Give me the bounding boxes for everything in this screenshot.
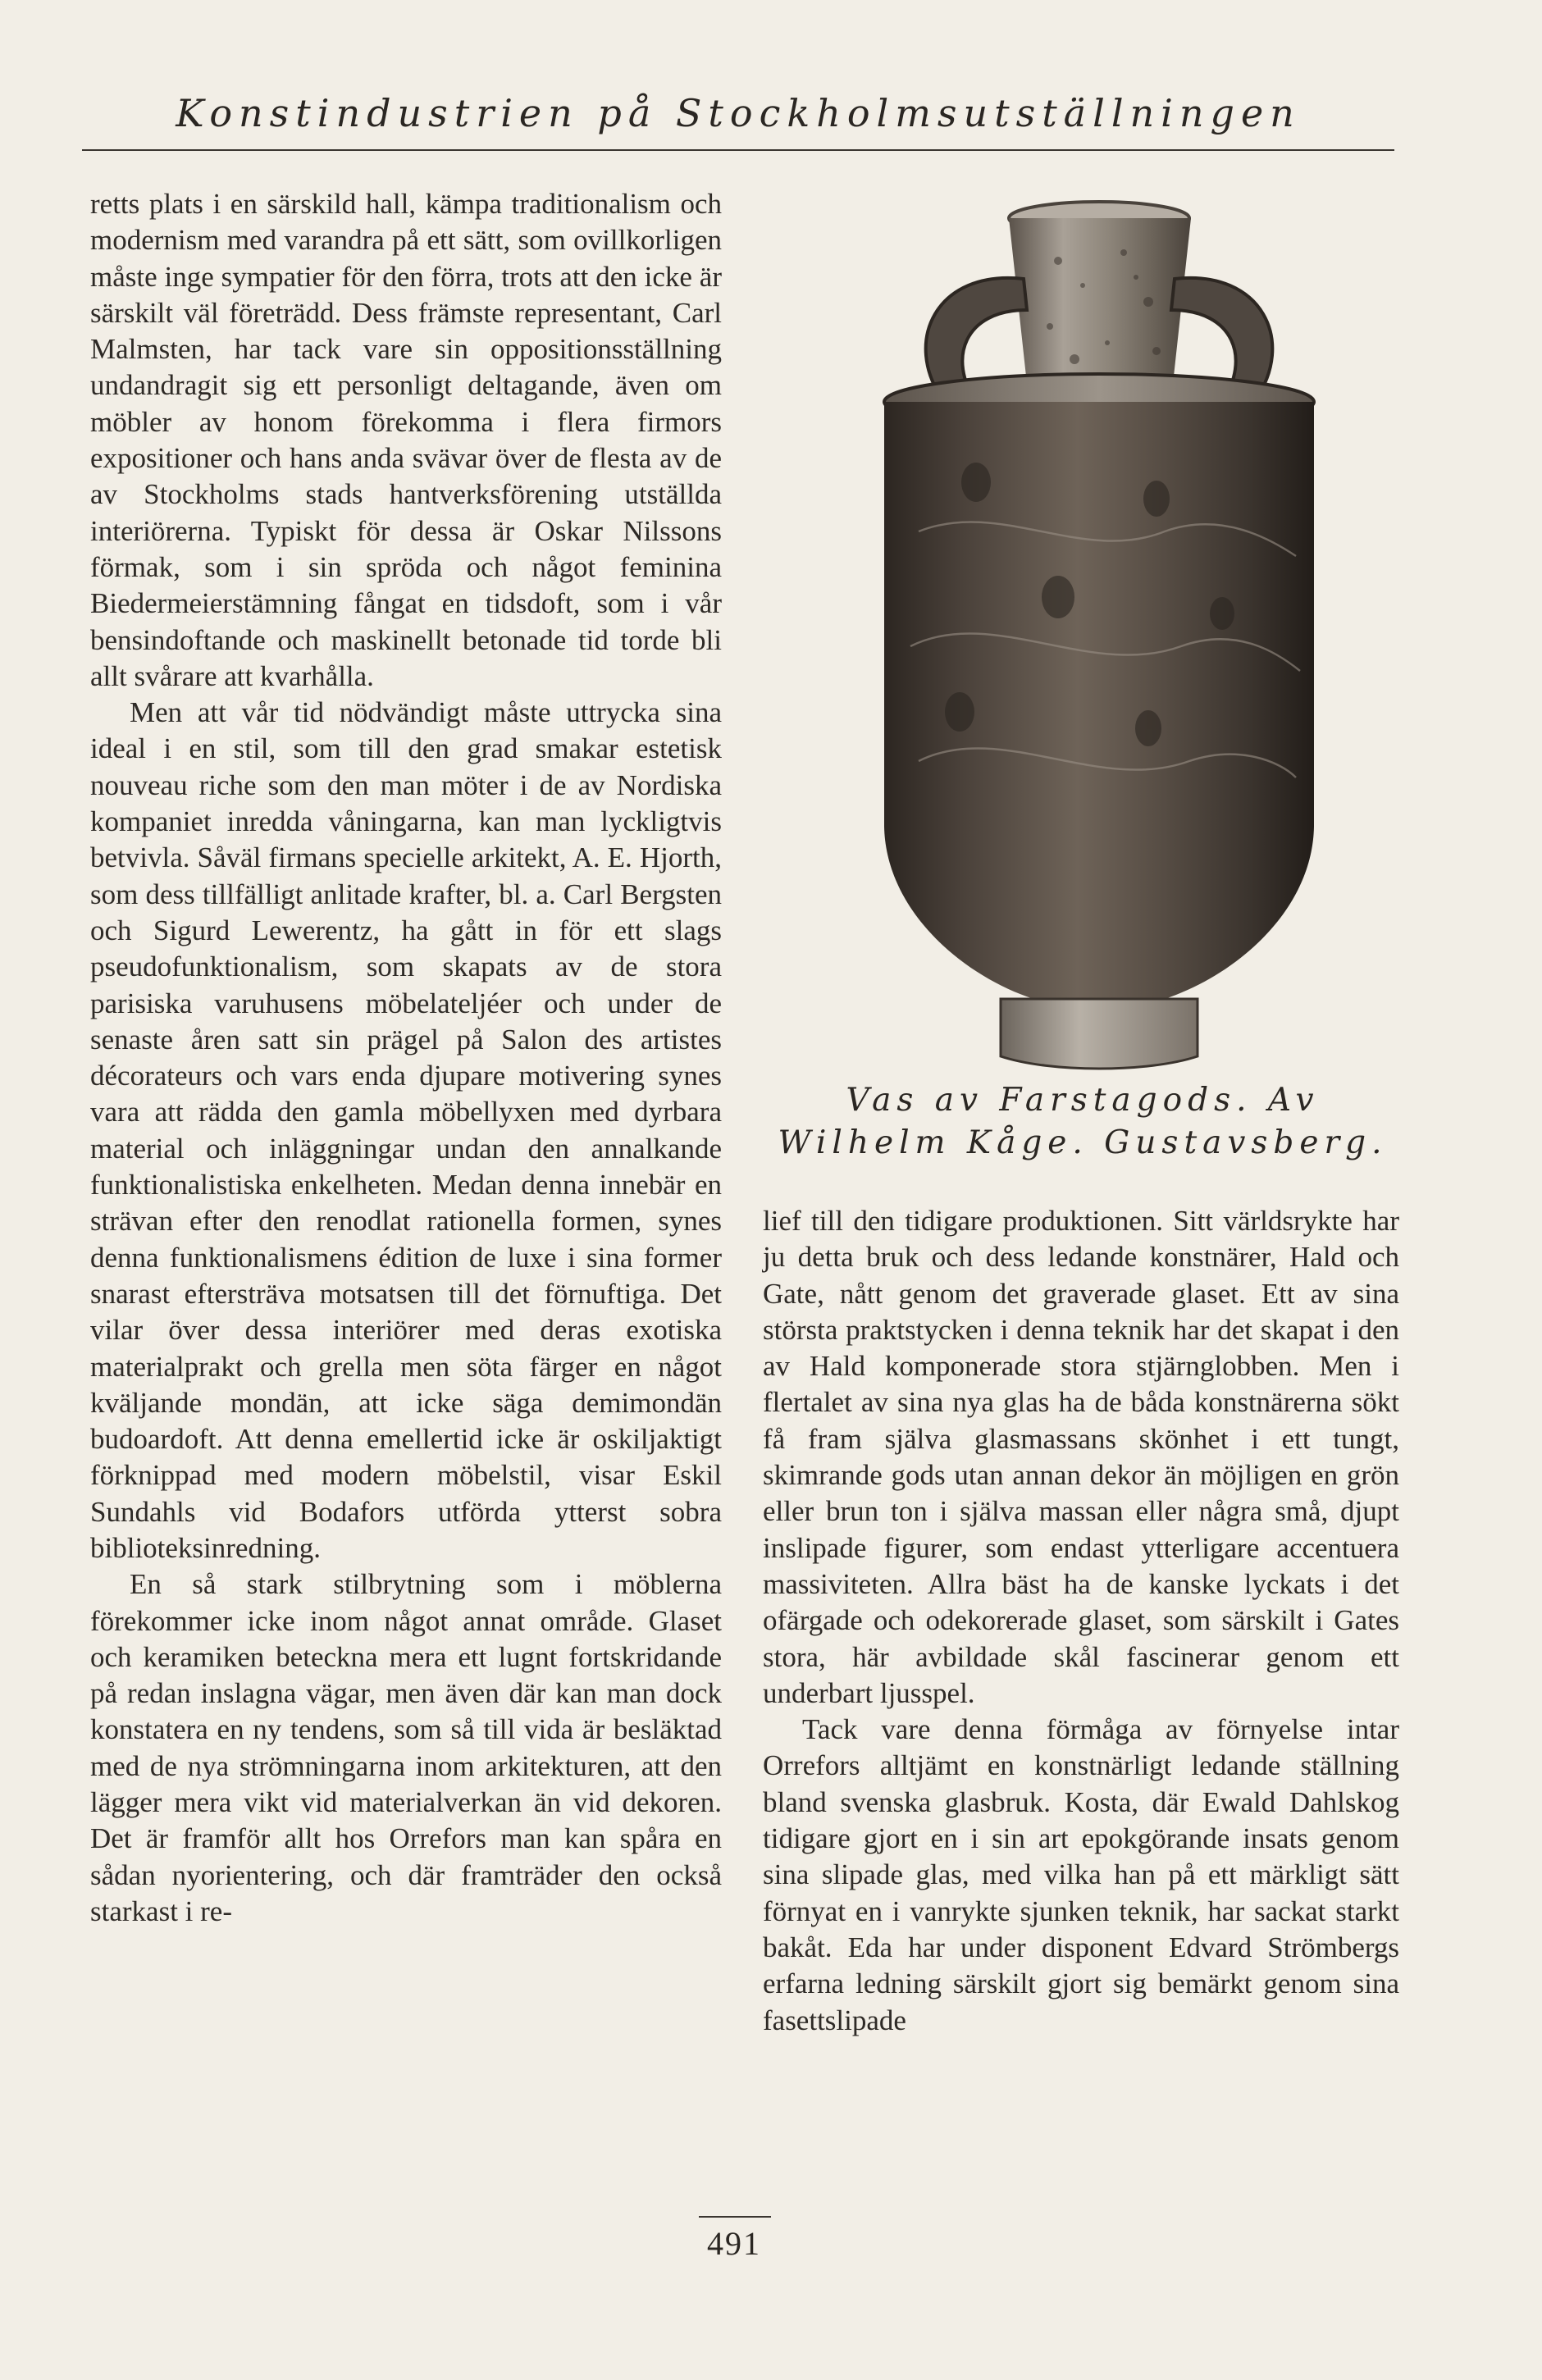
vase-image bbox=[812, 187, 1378, 1097]
paragraph: retts plats i en särskild hall, kämpa traditionalism och modernism med varandra på ett sätt, som ovillkorligen måste inge sympatier för den förra, trots att den icke är särskilt väl företrädd. Dess främste representant, Carl Malmsten, har tack vare sin oppositionsställning undandragit sig ett personligt deltagande, även om möbler av honom förekomma i flera firmors expositioner och hans anda svävar över de flesta av de av Stockholms stads hantverksförening utställda interiörerna. Typiskt för dessa är Oskar Nilssons förmak, som i sin spröda och något feminina Biedermeierstämning fångat en tidsdoft, som i vår bensindoftande och maskinellt betonade tid torde bli allt svårare att kvarhålla. bbox=[90, 188, 722, 692]
page-number: 491 bbox=[707, 2225, 761, 2262]
header-rule bbox=[82, 149, 1394, 151]
left-column bbox=[90, 186, 722, 2204]
figure-caption: Vas av Farstagods. Av Wilhelm Kåge. Gustavsberg. bbox=[778, 1082, 1388, 1161]
right-column bbox=[763, 1203, 1399, 2204]
vase-photograph bbox=[812, 187, 1378, 1097]
running-head: Konstindustrien på Stockholmsutställningen bbox=[176, 91, 1301, 135]
paragraph: Men att vår tid nödvändigt måste uttrycka sina ideal i en stil, som till den grad smakar estetisk nouveau riche som den man möter i de av Nordiska kompaniet inredda våningarna, kan man lyckligtvis betvivla. Såväl firmans specielle arkitekt, A. E. Hjorth, som dess tillfälligt anlitade krafter, bl. a. Carl Bergsten och Sigurd Lewerentz, ha gått in för ett slags pseudofunktionalism, som skapats av de stora parisiska varuhusens möbelateljéer och under de senaste åren satt sin prägel på Salon des artistes décorateurs och vars enda djupare motivering synes vara att rädda den gamla möbellyxen med dyrbara material och inläggningar undan den annalkande funktionalistiska enkelheten. Medan denna innebär en strävan efter den renodlat rationella formen, synes denna funktionalismens édition de luxe i sina former snarast eftersträva motsatsen till det förnuftiga. Det vilar över dessa interiörer med deras exotiska materialprakt och grella men söta färger en något kväljande mondän, att icke säga demimondän budoardoft. Att denna emellertid icke är oskiljaktigt förknippad med modern möbelstil, visar Eskil Sundahls vid Bodafors utförda ytterst sobra biblioteksinredning. bbox=[90, 696, 722, 1564]
folio-rule bbox=[699, 2216, 771, 2218]
paragraph: Tack vare denna förmåga av förnyelse intar Orrefors alltjämt en konstnärligt ledande ställning bland svenska glasbruk. Kosta, där Ewald Dahlskog tidigare gjort en i sin art epokgörande insats genom sina slipade glas, med vilka han på ett märkligt sätt förnyat en i vanrykte sjunken teknik, har sackat starkt bakåt. Eda har under disponent Edvard Strömbergs erfarna ledning särskilt gjort sig bemärkt genom sina fasettslipade bbox=[763, 1713, 1399, 2036]
paragraph: En så stark stilbrytning som i möblerna förekommer icke inom något annat område. Glaset och keramiken beteckna mera ett lugnt fortskridande på redan inslagna vägar, men även där kan man dock konstatera en ny tendens, som så till vida är besläktad med de nya strömningarna inom arkitekturen, att den lägger mera vikt vid materialverkan än vid dekoren. Det är framför allt hos Orrefors man kan spåra en sådan nyorientering, och där framträder den också starkast i re- bbox=[90, 1568, 722, 1927]
paragraph: lief till den tidigare produktionen. Sitt världsrykte har ju detta bruk och dess ledande konstnärer, Hald och Gate, nått genom det graverade glaset. Ett av sina största praktstycken i denna teknik har det skapat i den av Hald komponerade stora stjärnglobben. Men i flertalet av sina nya glas ha de båda konstnärerna sökt få fram själva glasmassans skönhet i ett tungt, skimrande gods utan annan dekor än möjligen en grön eller brun ton i själva massan eller några små, djupt inslipade figurer, som endast ytterligare accentuera massiviteten. Allra bäst ha de kanske lyckats i det ofärgade och odekorerade glaset, som särskilt i Gates stora, här avbildade skål fascinerar genom ett underbart ljusspel. bbox=[763, 1205, 1399, 1709]
